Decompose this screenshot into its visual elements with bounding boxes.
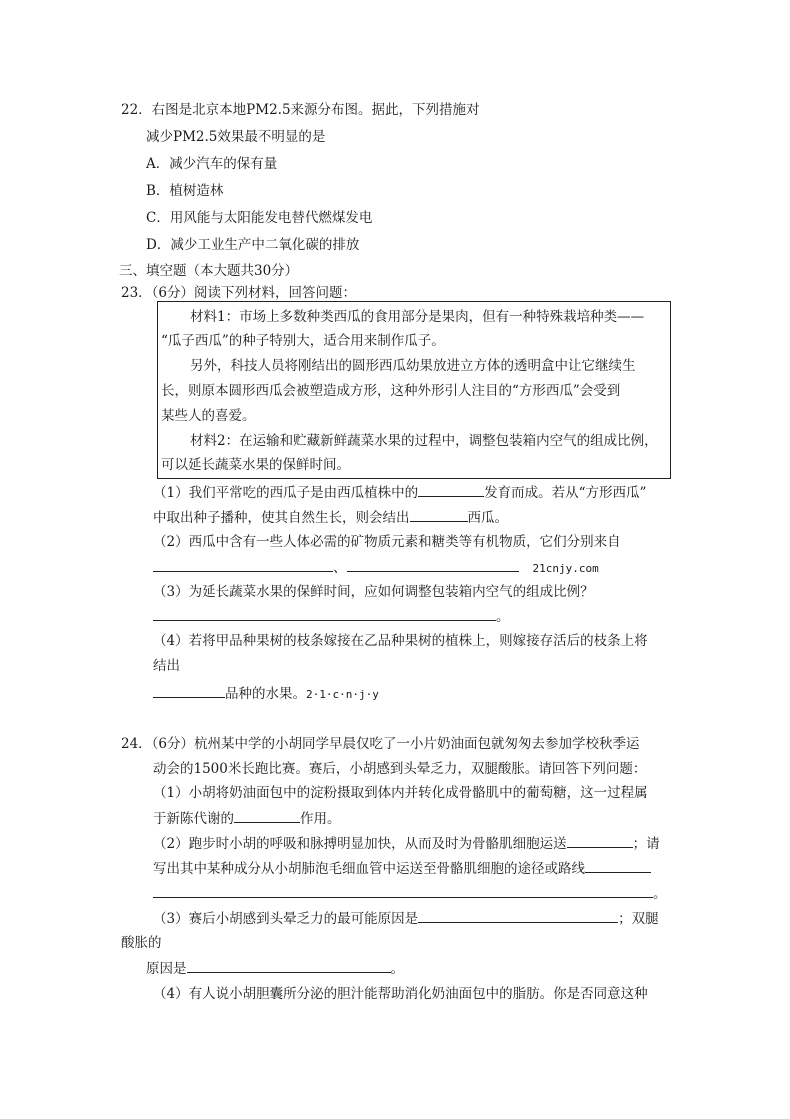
q24-line2: 动会的1500米长跑比赛。赛后，小胡感到头晕乏力，双腿酸胀。请回答下列问题： bbox=[153, 761, 647, 777]
q23-sub4-line2: 结出 bbox=[153, 658, 180, 674]
q24-sub3-line2: 酸胀的 bbox=[121, 935, 162, 951]
answer-blank[interactable] bbox=[153, 558, 333, 572]
q23-sub1-line1: （1）我们平常吃的西瓜子是由西瓜植株中的 发育而成。若从“方形西瓜” bbox=[153, 485, 647, 501]
material-line: 长，则原本圆形西瓜会被塑造成方形，这种外形引人注目的“方形西瓜”会受到 bbox=[161, 383, 621, 399]
material-line: 另外，科技人员将刚结出的圆形西瓜幼果放进立方体的透明盒中让它继续生 bbox=[190, 358, 636, 374]
q23-intro: 23．（6分）阅读下列材料，回答问题： bbox=[121, 285, 357, 301]
watermark: 21cnjy.com bbox=[532, 562, 599, 575]
q24-sub3-line3: 原因是 。 bbox=[146, 961, 404, 977]
answer-blank[interactable] bbox=[153, 684, 225, 698]
q24-sub1-line2: 于新陈代谢的 作用。 bbox=[153, 811, 341, 827]
answer-blank[interactable] bbox=[187, 959, 391, 973]
material-line: “瓜子西瓜”的种子特别大，适合用来制作瓜子。 bbox=[161, 333, 445, 349]
q22-option-b: B．植树造林 bbox=[146, 183, 224, 199]
q22-option-a: A．减少汽车的保有量 bbox=[146, 156, 278, 172]
material-line: 材料2：在运输和贮藏新鲜蔬菜水果的过程中，调整包装箱内空气的组成比例， bbox=[190, 433, 658, 449]
q22-option-d: D．减少工业生产中二氧化碳的排放 bbox=[146, 237, 360, 253]
answer-blank[interactable] bbox=[347, 558, 519, 572]
q22-option-c: C．用风能与太阳能发电替代燃煤发电 bbox=[146, 210, 373, 226]
q23-sub2-answers: 、 21cnjy.com bbox=[153, 558, 599, 578]
q22-line1: 22．右图是北京本地PM2.5来源分布图。据此，下列措施对 bbox=[121, 102, 480, 118]
q24-sub4: （4）有人说小胡胆囊所分泌的胆汁能帮助消化奶油面包中的脂肪。你是否同意这种 bbox=[153, 986, 648, 1002]
answer-blank[interactable] bbox=[234, 809, 300, 823]
q24-sub2-line1: （2）跑步时小胡的呼吸和脉搏明显加快，从而及时为骨骼肌细胞运送 ；请 bbox=[153, 836, 660, 852]
q24-sub3-line1: （3）赛后小胡感到头晕乏力的最可能原因是 ；双腿 bbox=[153, 911, 659, 927]
answer-blank[interactable] bbox=[585, 859, 651, 873]
material-line: 某些人的喜爱。 bbox=[161, 408, 256, 424]
answer-blank[interactable] bbox=[153, 884, 653, 898]
q24-sub2-line3: 。 bbox=[153, 884, 667, 903]
answer-blank[interactable] bbox=[153, 607, 496, 621]
answer-blank[interactable] bbox=[418, 909, 618, 923]
answer-blank[interactable] bbox=[567, 834, 633, 848]
q23-sub1-line2: 中取出种子播种，使其自然生长，则会结出 西瓜。 bbox=[153, 510, 508, 526]
q24-line1: 24．（6分）杭州某中学的小胡同学早晨仅吃了一小片奶油面包就匆匆去参加学校秋季运 bbox=[121, 736, 640, 752]
q23-sub2: （2）西瓜中含有一些人体必需的矿物质元素和糖类等有机物质，它们分别来自 bbox=[153, 534, 621, 550]
q23-sub3: （3）为延长蔬菜水果的保鲜时间，应如何调整包装箱内空气的组成比例？ bbox=[153, 584, 594, 600]
answer-blank[interactable] bbox=[418, 483, 484, 497]
q24-sub2-line2: 写出其中某种成分从小胡肺泡毛细血管中运送至骨骼肌细胞的途径或路线 bbox=[153, 859, 651, 878]
q24-sub1-line1: （1）小胡将奶油面包中的淀粉摄取到体内并转化成骨骼肌中的葡萄糖，这一过程属 bbox=[153, 785, 648, 801]
material-line: 材料1：市场上多数种类西瓜的食用部分是果肉，但有一种特殊栽培种类—— bbox=[190, 309, 645, 325]
answer-blank[interactable] bbox=[410, 508, 468, 522]
q23-sub4-line1: （4）若将甲品种果树的枝条嫁接在乙品种果树的植株上，则嫁接存活后的枝条上将 bbox=[153, 633, 648, 649]
material-line: 可以延长蔬菜水果的保鲜时间。 bbox=[161, 457, 350, 473]
section-title: 三、填空题（本大题共30分） bbox=[119, 263, 299, 279]
q23-sub4-line3: 品种的水果。2·1·c·n·j·y bbox=[153, 684, 379, 704]
q22-line2: 减少PM2.5效果最不明显的是 bbox=[146, 129, 326, 145]
q23-sub3-answer: 。 bbox=[153, 607, 510, 626]
watermark: 2·1·c·n·j·y bbox=[306, 688, 379, 701]
